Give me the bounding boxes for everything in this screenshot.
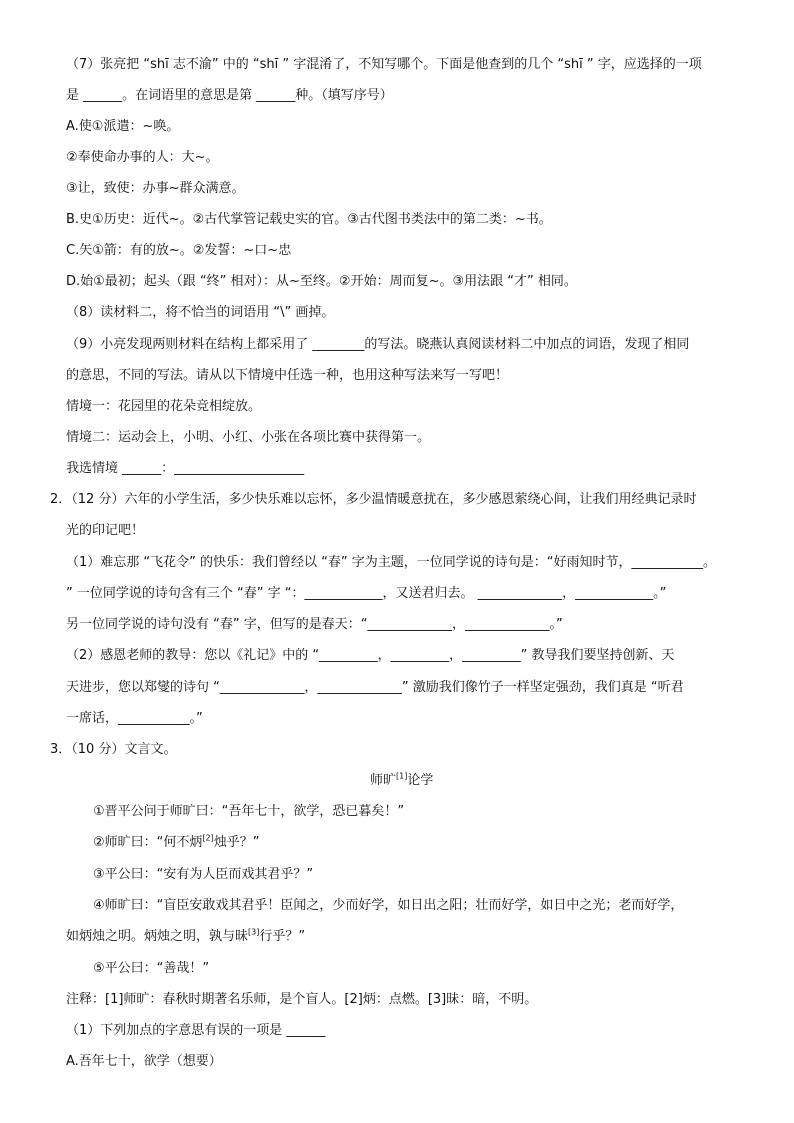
passage-paragraph-2 <box>93 834 259 852</box>
choose-scene-line: 我选情境 ______：____________________ <box>66 461 305 476</box>
q7-line-2: 是 ______。在词语里的意思是第 ______种。（填写序号） <box>66 88 393 103</box>
passage-paragraph-5: ⑤平公曰：“善哉！” <box>93 961 210 976</box>
q7-option-c: C.矢①箭：有的放~。②发誓：~口~忠 <box>66 243 292 258</box>
q9-line-1: （9）小亮发现两则材料在结构上都采用了 ________的写法。晓燕认真阅读材料二中加点的词语，发现了相同 <box>66 337 690 352</box>
q2-sub2-line-3: 一席话，___________。” <box>66 711 203 726</box>
q7-option-a: A.使①派遣：~唤。 <box>66 119 180 134</box>
q9-line-2: 的意思，不同的写法。请从以下情境中任选一种，也用这种写法来写一写吧！ <box>66 368 509 383</box>
q7-option-b: B.史①历史：近代~。②古代掌管记载史实的官。③古代图书类法中的第二类：~书。 <box>66 212 552 227</box>
passage-paragraph-4-line-1: ④师旷曰：“盲臣安敢戏其君乎！臣闻之，少而好学，如日出之阳；壮而好学，如日中之光；老而好学， <box>93 898 684 913</box>
annotation-notes: 注释：[1]师旷：春秋时期著名乐师，是个盲人。[2]炳：点燃。[3]昧：暗，不明。 <box>66 992 538 1007</box>
q7-option-d: D.始①最初；起头（跟 “终” 相对）：从~至终。②开始：周而复~。③用法跟 “才” 相同。 <box>66 274 577 289</box>
q2-sub1-line-2: ” 一位同学说的诗句含有三个 “春” 字 “：____________，又送君归去。 _____________，____________。” <box>66 586 667 601</box>
passage-title <box>370 772 433 790</box>
scene-2: 情境二：运动会上，小明、小红、小张在各项比赛中获得第一。 <box>66 430 431 445</box>
scene-1: 情境一：花园里的花朵竞相绽放。 <box>66 399 262 414</box>
passage-title-pre: 师旷 <box>370 773 397 788</box>
passage-paragraph-4-line-2 <box>66 928 305 946</box>
passage-title-post: 论学 <box>407 773 434 788</box>
p4-pre: 如炳烛之明。炳烛之明，孰与昧 <box>66 929 249 944</box>
q7-option-a-3: ③让，致使：办事~群众满意。 <box>66 181 245 196</box>
q2-sub2-line-2: 天进步，您以郑燮的诗句 “_____________，_____________” 激励我们像竹子一样坚定强劲，我们真是 “听君 <box>66 680 684 695</box>
q7-option-a-2: ②奉使命办事的人：大~。 <box>66 150 219 165</box>
p4-note: [3] <box>248 927 260 937</box>
q2-sub1-line-1: （1）难忘那 “飞花令” 的快乐：我们曾经以 “春” 字为主题，一位同学说的诗句是：“好雨知时节，___________。 <box>66 555 716 570</box>
q2-line-2: 光的印记吧！ <box>66 523 145 538</box>
q3-heading: 3．（10 分）文言文。 <box>50 742 177 757</box>
q2-line-1: 2．（12 分）六年的小学生活，多少快乐难以忘怀，多少温情暖意扰在，多少感恩萦绕心间，让我们用经典记录时 <box>50 492 697 507</box>
p2-note: [2] <box>202 833 214 843</box>
q7-line-1: （7）张亮把 “shī 志不渝” 中的 “shī ” 字混淆了，不知写哪个。下面是他查到的几个 “shī ” 字，应选择的一项 <box>66 57 702 72</box>
q8-text: （8）读材料二，将不恰当的词语用 “\” 画掉。 <box>66 305 335 320</box>
q2-sub1-line-3: 另一位同学说的诗句没有 “春” 字，但写的是春天：“_____________，_____________。” <box>66 617 563 632</box>
q2-sub2-line-1: （2）感恩老师的教导：您以《礼记》中的 “_________，_________，_________” 教导我们要坚持创新、天 <box>66 648 675 663</box>
p4-post: 行乎？” <box>259 929 306 944</box>
q3-sub1-question: （1）下列加点的字意思有误的一项是 ______ <box>66 1023 326 1038</box>
q3-sub1-option-a: A.吾年七十，欲学（想要） <box>66 1054 222 1069</box>
p2-post: 烛乎？” <box>213 835 260 850</box>
passage-paragraph-1: ①晋平公问于师旷曰：“吾年七十，欲学，恐已暮矣！” <box>93 804 405 819</box>
passage-title-note: [1] <box>396 771 408 781</box>
p2-pre: ②师旷曰：“何不炳 <box>93 835 203 850</box>
passage-paragraph-3: ③平公曰：“安有为人臣而戏其君乎？” <box>93 867 314 882</box>
